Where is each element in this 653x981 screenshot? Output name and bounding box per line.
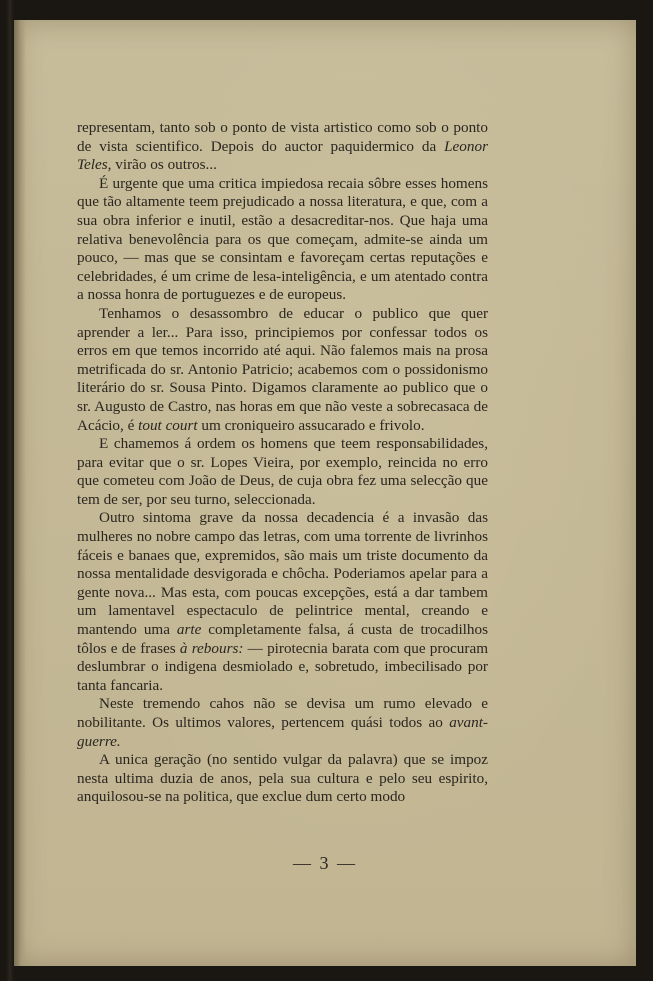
text-segment: A unica geração (no sentido vulgar da palavra) que se impoz nesta ultima duzia de anos, pela sua cultura e pelo seu espirito, anquilosou-se na politica, que exclue dum certo modo: [77, 751, 488, 806]
paragraph: [77, 695, 488, 751]
page-number: — 3 —: [293, 853, 357, 873]
italic-segment: à rebours:: [179, 639, 244, 657]
text-segment: virão os outros...: [111, 156, 217, 174]
text-segment: representam, tanto sob o ponto de vista artistico como sob o ponto de vista scientifico. Depois do auctor paquidermico da: [77, 119, 488, 155]
text-segment: Neste tremendo cahos não se devisa um rumo elevado e nobilitante. Os ultimos valores, pertencem quási todos ao: [77, 695, 488, 731]
italic-segment: tout court: [138, 416, 198, 434]
paragraph: [77, 175, 488, 305]
paragraph: [77, 509, 488, 695]
text-segment: — pirotecnia barata com que procuram deslumbrar o indigena desmiolado e, sobretudo, imbecilisado por tanta fancaria.: [77, 639, 489, 694]
body-text: [77, 119, 488, 807]
paragraph: [77, 435, 488, 509]
text-segment: completamente falsa, á custa de trocadilhos tôlos e de frases: [77, 621, 488, 657]
paragraph: [77, 751, 488, 807]
italic-segment: avant-guerre.: [77, 714, 488, 750]
text-segment: Tenhamos o desassombro de educar o publico que quer aprender a ler... Para isso, principiemos por confessar todos os erros em que temos incorrido até aqui. Não falemos mais na prosa metrificada do sr. Antonio Patricio; acabemos com o possidonismo literário do sr. Sousa Pinto. Digamos claramente ao publico que o sr. Augusto de Castro, nas horas em que não veste a sobrecasaca de Acácio, é: [77, 304, 488, 434]
text-segment: um croniqueiro assucarado e frivolo.: [197, 416, 425, 434]
text-segment: É urgente que uma critica impiedosa recaia sôbre esses homens que tão altamente teem prejudicado a nossa literatura, e que, com a sua obra inferior e inutil, estão a desacreditar-nos. Que haja uma relativa benevolência para os que começam, admite-se ainda um pouco, — mas que se consintam e favoreçam certas reputações e celebridades, é um crime de lesa-inteligência, e um atentado contra a nossa honra de portuguezes e de europeus.: [77, 174, 488, 304]
text-segment: Outro sintoma grave da nossa decadencia é a invasão das mulheres no nobre campo das letras, com uma torrente de livrinhos fáceis e banaes que, expremidos, são mais um triste documento da nossa mentalidade desvigorada e chôcha. Poderiamos apelar para a gente nova... Mas esta, com poucas excepções, está a dar tambem um lamentavel espectaculo de pelintrice mental, creando e mantendo uma: [77, 509, 488, 639]
text-segment: E chamemos á ordem os homens que teem responsabilidades, para evitar que o sr. Lopes Vieira, por exemplo, reincida no erro que cometeu com João de Deus, de cuja obra fez uma selecção que tem de ser, por seu turno, seleccionada.: [77, 435, 488, 508]
italic-segment: Leonor Teles,: [77, 137, 488, 174]
binding-gutter: [14, 20, 26, 966]
paper-sheet: [14, 20, 636, 966]
paragraph: [77, 119, 488, 175]
paragraph: [77, 305, 488, 435]
italic-segment: arte: [176, 621, 202, 639]
